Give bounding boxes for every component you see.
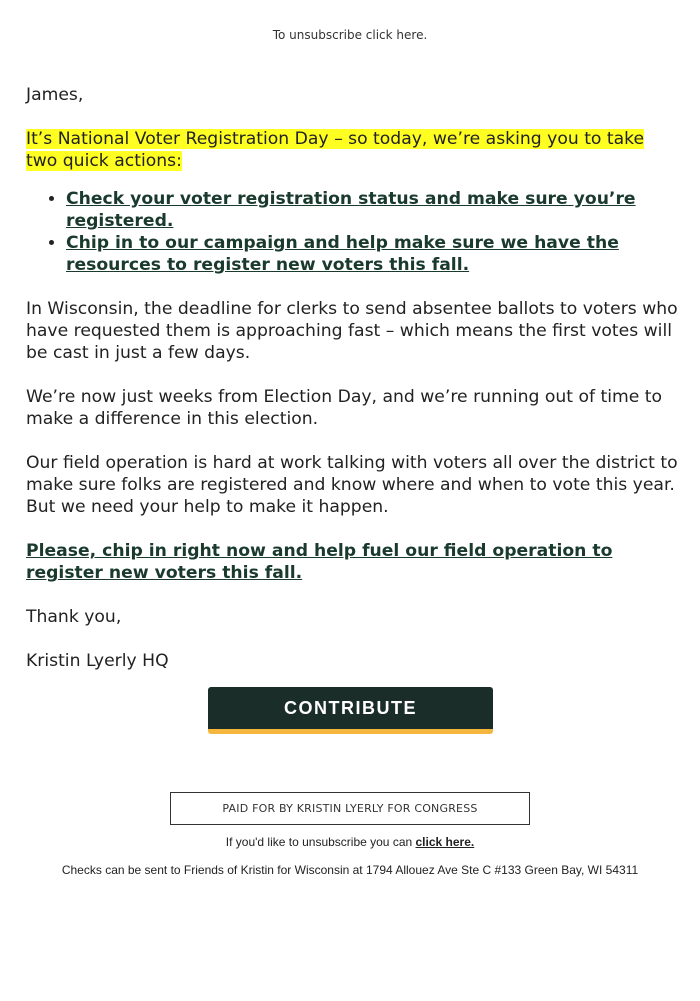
cta-link[interactable]: Please, chip in right now and help fuel our field operation to register new voters this fall. <box>26 541 613 583</box>
mailing-address: Checks can be sent to Friends of Kristin for Wisconsin at 1794 Allouez Ave Ste C #133 Green Bay, WI 54311 <box>61 863 639 877</box>
paid-for-disclaimer <box>170 792 530 825</box>
closing: Thank you, <box>26 607 122 627</box>
paragraph-deadline: In Wisconsin, the deadline for clerks to send absentee ballots to voters who have requested them is approaching fast – which means the first votes will be cast in just a few days. <box>26 299 678 363</box>
chip-in-link[interactable]: Chip in to our campaign and help make sure we have the resources to register new voters this fall. <box>66 233 619 275</box>
top-unsubscribe-link[interactable]: To unsubscribe click here. <box>272 28 428 42</box>
footer-unsubscribe-link[interactable]: click here. <box>415 835 475 849</box>
footer-unsubscribe <box>0 835 700 849</box>
intro-paragraph <box>26 128 678 172</box>
list-item <box>66 232 678 276</box>
paragraph-field-operation: Our field operation is hard at work talking with voters all over the district to make sure folks are registered and know where and when to vote this year. But we need your help to make it happen. <box>26 453 678 517</box>
paid-for-text: PAID FOR BY KRISTIN LYERLY FOR CONGRESS <box>222 802 478 815</box>
list-item <box>66 188 678 232</box>
action-list <box>26 188 678 276</box>
email-body <box>26 84 678 672</box>
cta-paragraph <box>26 540 678 584</box>
contribute-button[interactable]: CONTRIBUTE <box>208 687 493 734</box>
footer-unsubscribe-text: If you'd like to unsubscribe you can <box>225 835 416 849</box>
signature: Kristin Lyerly HQ <box>26 651 169 671</box>
intro-highlight: It’s National Voter Registration Day – so today, we’re asking you to take two quick actions: <box>26 129 645 171</box>
check-registration-link[interactable]: Check your voter registration status and make sure you’re registered. <box>66 189 636 231</box>
button-container <box>208 687 493 734</box>
top-unsubscribe-text <box>0 28 700 42</box>
greeting: James, <box>26 85 84 105</box>
paragraph-weeks: We’re now just weeks from Election Day, and we’re running out of time to make a difference in this election. <box>26 387 663 429</box>
